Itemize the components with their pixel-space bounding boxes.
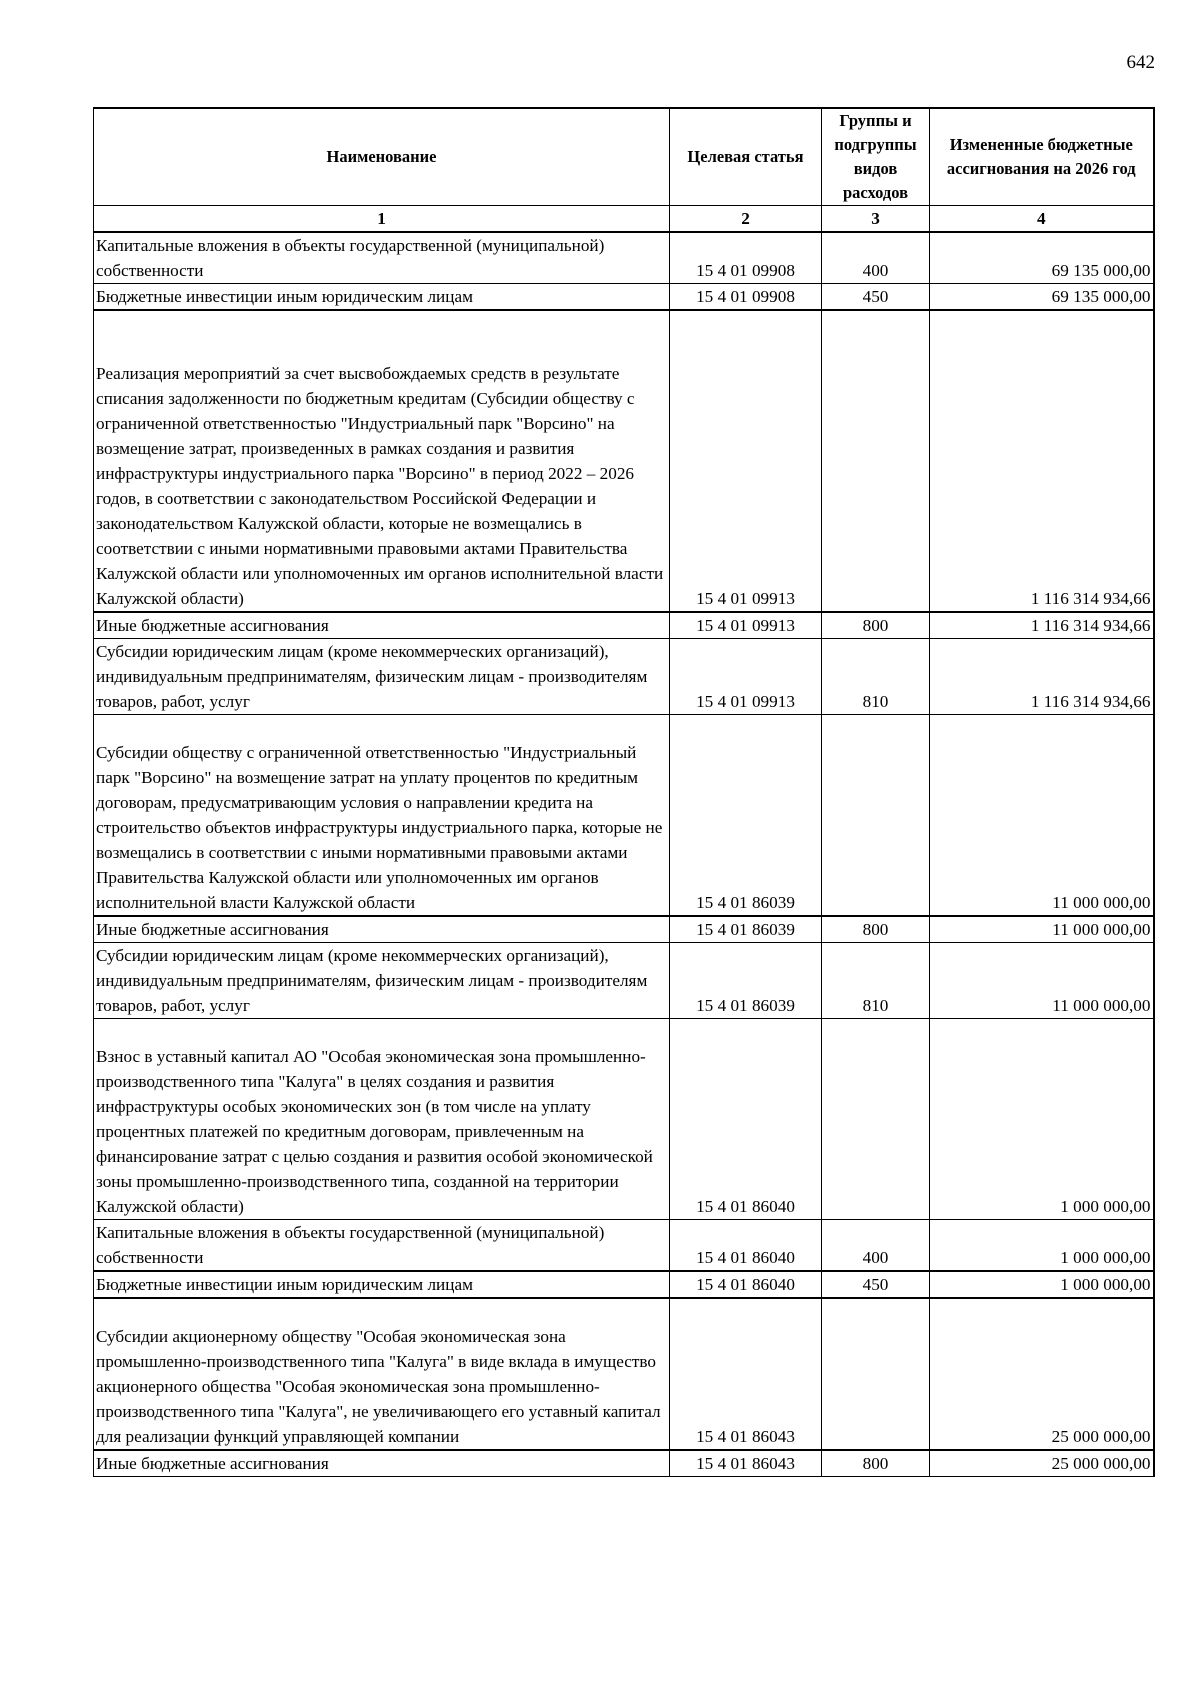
row-name-cell <box>94 1298 670 1450</box>
row-name-cell <box>94 310 670 612</box>
row-name: Иные бюджетные ассигнования <box>94 1450 670 1477</box>
row-amount: 11 000 000,00 <box>930 715 1154 917</box>
table-row <box>94 612 1154 639</box>
row-name-cell <box>94 715 670 917</box>
row-target-article: 15 4 01 86039 <box>670 943 822 1019</box>
table-header-row <box>94 108 1154 206</box>
row-amount: 11 000 000,00 <box>930 943 1154 1019</box>
table-column-numbers-row <box>94 206 1154 233</box>
row-name: Иные бюджетные ассигнования <box>94 916 670 943</box>
row-expense-group: 400 <box>822 232 930 284</box>
row-expense-group <box>822 1298 930 1450</box>
row-target-article: 15 4 01 09908 <box>670 232 822 284</box>
table-row <box>94 1298 1154 1450</box>
row-expense-group <box>822 310 930 612</box>
page-number: 642 <box>1126 52 1155 73</box>
row-name: Капитальные вложения в объекты государственной (муниципальной) собственности <box>94 1220 670 1272</box>
row-target-article: 15 4 01 86040 <box>670 1220 822 1272</box>
row-amount: 1 000 000,00 <box>930 1019 1154 1220</box>
row-expense-group: 400 <box>822 1220 930 1272</box>
table-row <box>94 639 1154 715</box>
row-target-article: 15 4 01 86043 <box>670 1450 822 1477</box>
header-name: Наименование <box>94 108 670 206</box>
row-target-article: 15 4 01 09913 <box>670 612 822 639</box>
row-target-article: 15 4 01 86043 <box>670 1298 822 1450</box>
row-name: Реализация мероприятий за счет высвобождаемых средств в результате списания задолженности по бюджетным кредитам (Субсидии обществу с ограниченной ответственностью "Индустриальный парк "Ворсино" на возмещение затрат, произведенных в рамках создания и развития инфраструктуры индустриального парка "Ворсино" в период 2022 – 2026 годов, в соответствии с законодательством Российской Федерации и законодательством Калужской области, которые не возмещались в соответствии с иными нормативными правовыми актами Правительства Калужской области или уполномоченных им органов исполнительной власти Калужской области) <box>96 364 664 608</box>
row-target-article: 15 4 01 09913 <box>670 310 822 612</box>
table-row <box>94 1220 1154 1272</box>
row-expense-group: 810 <box>822 943 930 1019</box>
header-target-article: Целевая статья <box>670 108 822 206</box>
table-row <box>94 1450 1154 1477</box>
row-amount: 25 000 000,00 <box>930 1298 1154 1450</box>
row-amount: 69 135 000,00 <box>930 284 1154 311</box>
row-amount: 1 116 314 934,66 <box>930 639 1154 715</box>
row-target-article: 15 4 01 86040 <box>670 1019 822 1220</box>
column-number-4: 4 <box>930 206 1154 233</box>
row-target-article: 15 4 01 09913 <box>670 639 822 715</box>
row-expense-group: 810 <box>822 639 930 715</box>
row-amount: 25 000 000,00 <box>930 1450 1154 1477</box>
row-expense-group <box>822 1019 930 1220</box>
table-row <box>94 284 1154 311</box>
table-row <box>94 715 1154 917</box>
table-row <box>94 310 1154 612</box>
row-amount: 69 135 000,00 <box>930 232 1154 284</box>
header-allocations-2026: Измененные бюджетные ассигнования на 2026 год <box>930 108 1154 206</box>
table-row <box>94 232 1154 284</box>
row-expense-group: 450 <box>822 284 930 311</box>
row-target-article: 15 4 01 09908 <box>670 284 822 311</box>
row-expense-group: 800 <box>822 612 930 639</box>
row-target-article: 15 4 01 86039 <box>670 916 822 943</box>
row-expense-group: 800 <box>822 916 930 943</box>
row-amount: 1 000 000,00 <box>930 1271 1154 1298</box>
table-row <box>94 1019 1154 1220</box>
column-number-2: 2 <box>670 206 822 233</box>
table-row <box>94 916 1154 943</box>
row-name: Субсидии акционерному обществу "Особая экономическая зона промышленно-производственного типа "Калуга" в виде вклада в имущество акционерного общества "Особая экономическая зона промышленно-производственного типа "Калуга", не увеличивающего его уставный капитал для реализации функций управляющей компании <box>96 1327 661 1446</box>
column-number-3: 3 <box>822 206 930 233</box>
row-expense-group: 450 <box>822 1271 930 1298</box>
row-name: Субсидии юридическим лицам (кроме некоммерческих организаций), индивидуальным предпринимателям, физическим лицам - производителям товаров, работ, услуг <box>94 639 670 715</box>
row-name: Иные бюджетные ассигнования <box>94 612 670 639</box>
row-name: Бюджетные инвестиции иным юридическим лицам <box>94 284 670 311</box>
row-name: Субсидии обществу с ограниченной ответственностью "Индустриальный парк "Ворсино" на возмещение затрат на уплату процентов по кредитным договорам, предусматривающим условия о направлении кредита на строительство объектов инфраструктуры индустриального парка, которые не возмещались в соответствии с иными нормативными правовыми актами Правительства Калужской области или уполномоченных им органов исполнительной власти Калужской области <box>96 743 663 912</box>
row-amount: 1 000 000,00 <box>930 1220 1154 1272</box>
row-name: Бюджетные инвестиции иным юридическим лицам <box>94 1271 670 1298</box>
row-name: Субсидии юридическим лицам (кроме некоммерческих организаций), индивидуальным предпринимателям, физическим лицам - производителям товаров, работ, услуг <box>94 943 670 1019</box>
row-name: Взнос в уставный капитал АО "Особая экономическая зона промышленно-производственного типа "Калуга" в целях создания и развития инфраструктуры особых экономических зон (в том числе на уплату процентных платежей по кредитным договорам, привлеченным на финансирование затрат с целью создания и развития особой экономической зоны промышленно-производственного типа, созданной на территории Калужской области) <box>96 1047 653 1216</box>
row-amount: 11 000 000,00 <box>930 916 1154 943</box>
column-number-1: 1 <box>94 206 670 233</box>
row-name-cell <box>94 1019 670 1220</box>
row-target-article: 15 4 01 86039 <box>670 715 822 917</box>
row-target-article: 15 4 01 86040 <box>670 1271 822 1298</box>
table-row <box>94 943 1154 1019</box>
row-amount: 1 116 314 934,66 <box>930 310 1154 612</box>
row-amount: 1 116 314 934,66 <box>930 612 1154 639</box>
table-row <box>94 1271 1154 1298</box>
budget-table <box>93 107 1155 1477</box>
header-expense-groups: Группы и подгруппы видов расходов <box>822 108 930 206</box>
row-expense-group: 800 <box>822 1450 930 1477</box>
row-name: Капитальные вложения в объекты государственной (муниципальной) собственности <box>94 232 670 284</box>
row-expense-group <box>822 715 930 917</box>
